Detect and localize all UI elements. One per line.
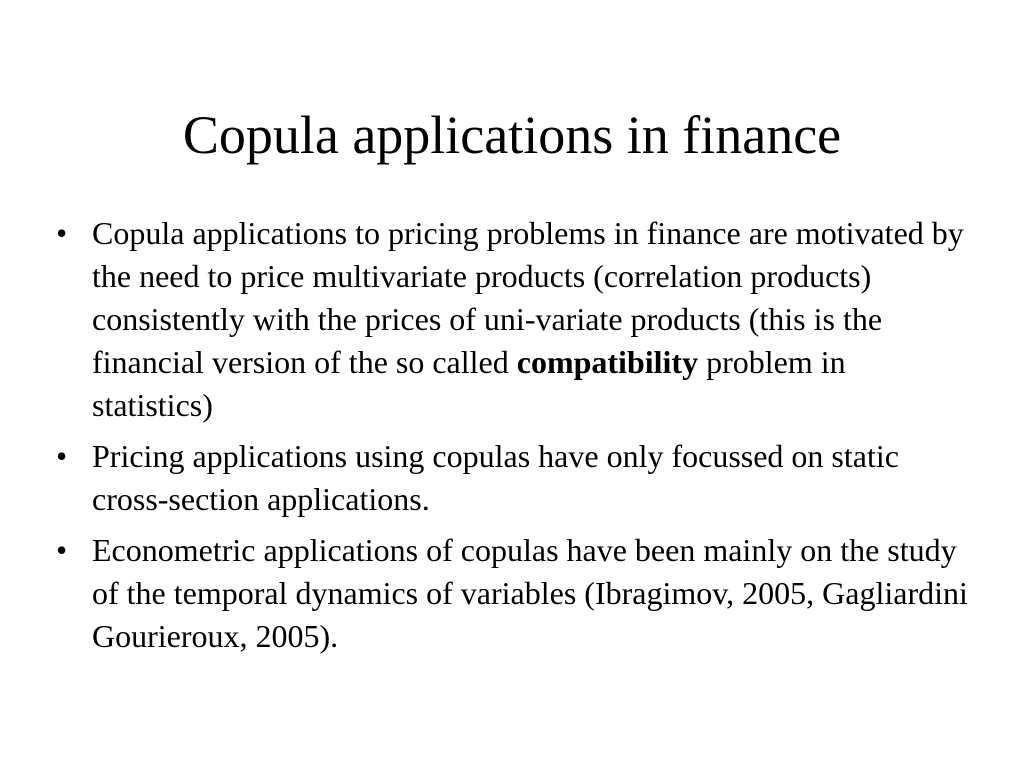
bullet-icon: •	[56, 215, 68, 251]
bullet-text-part: problem in statistics)	[92, 344, 846, 423]
bullet-list	[52, 212, 972, 666]
bullet-text: Econometric applications of copulas have been mainly on the study of the temporal dynamics of variables (Ibragimov, 2005, Gagliardini Gourieroux, 2005).	[92, 532, 968, 654]
bullet-text	[92, 215, 964, 423]
slide-title: Copula applications in finance	[182, 105, 842, 165]
bullet-icon: •	[56, 438, 68, 474]
bullet-text: Pricing applications using copulas have only focussed on static cross-section applications.	[92, 438, 899, 517]
bullet-item-pricing-motivation	[52, 212, 972, 427]
bullet-item-econometric-applications	[52, 529, 972, 658]
bullet-item-static-applications	[52, 435, 972, 521]
bullet-text-part: Copula applications to pricing problems in finance are motivated by the need to price multivariate products (correlation products) consistently with the prices of uni-variate products (this is the financial version of the so called	[92, 215, 964, 380]
bullet-icon: •	[56, 532, 68, 568]
bold-term: compatibility	[516, 344, 699, 380]
